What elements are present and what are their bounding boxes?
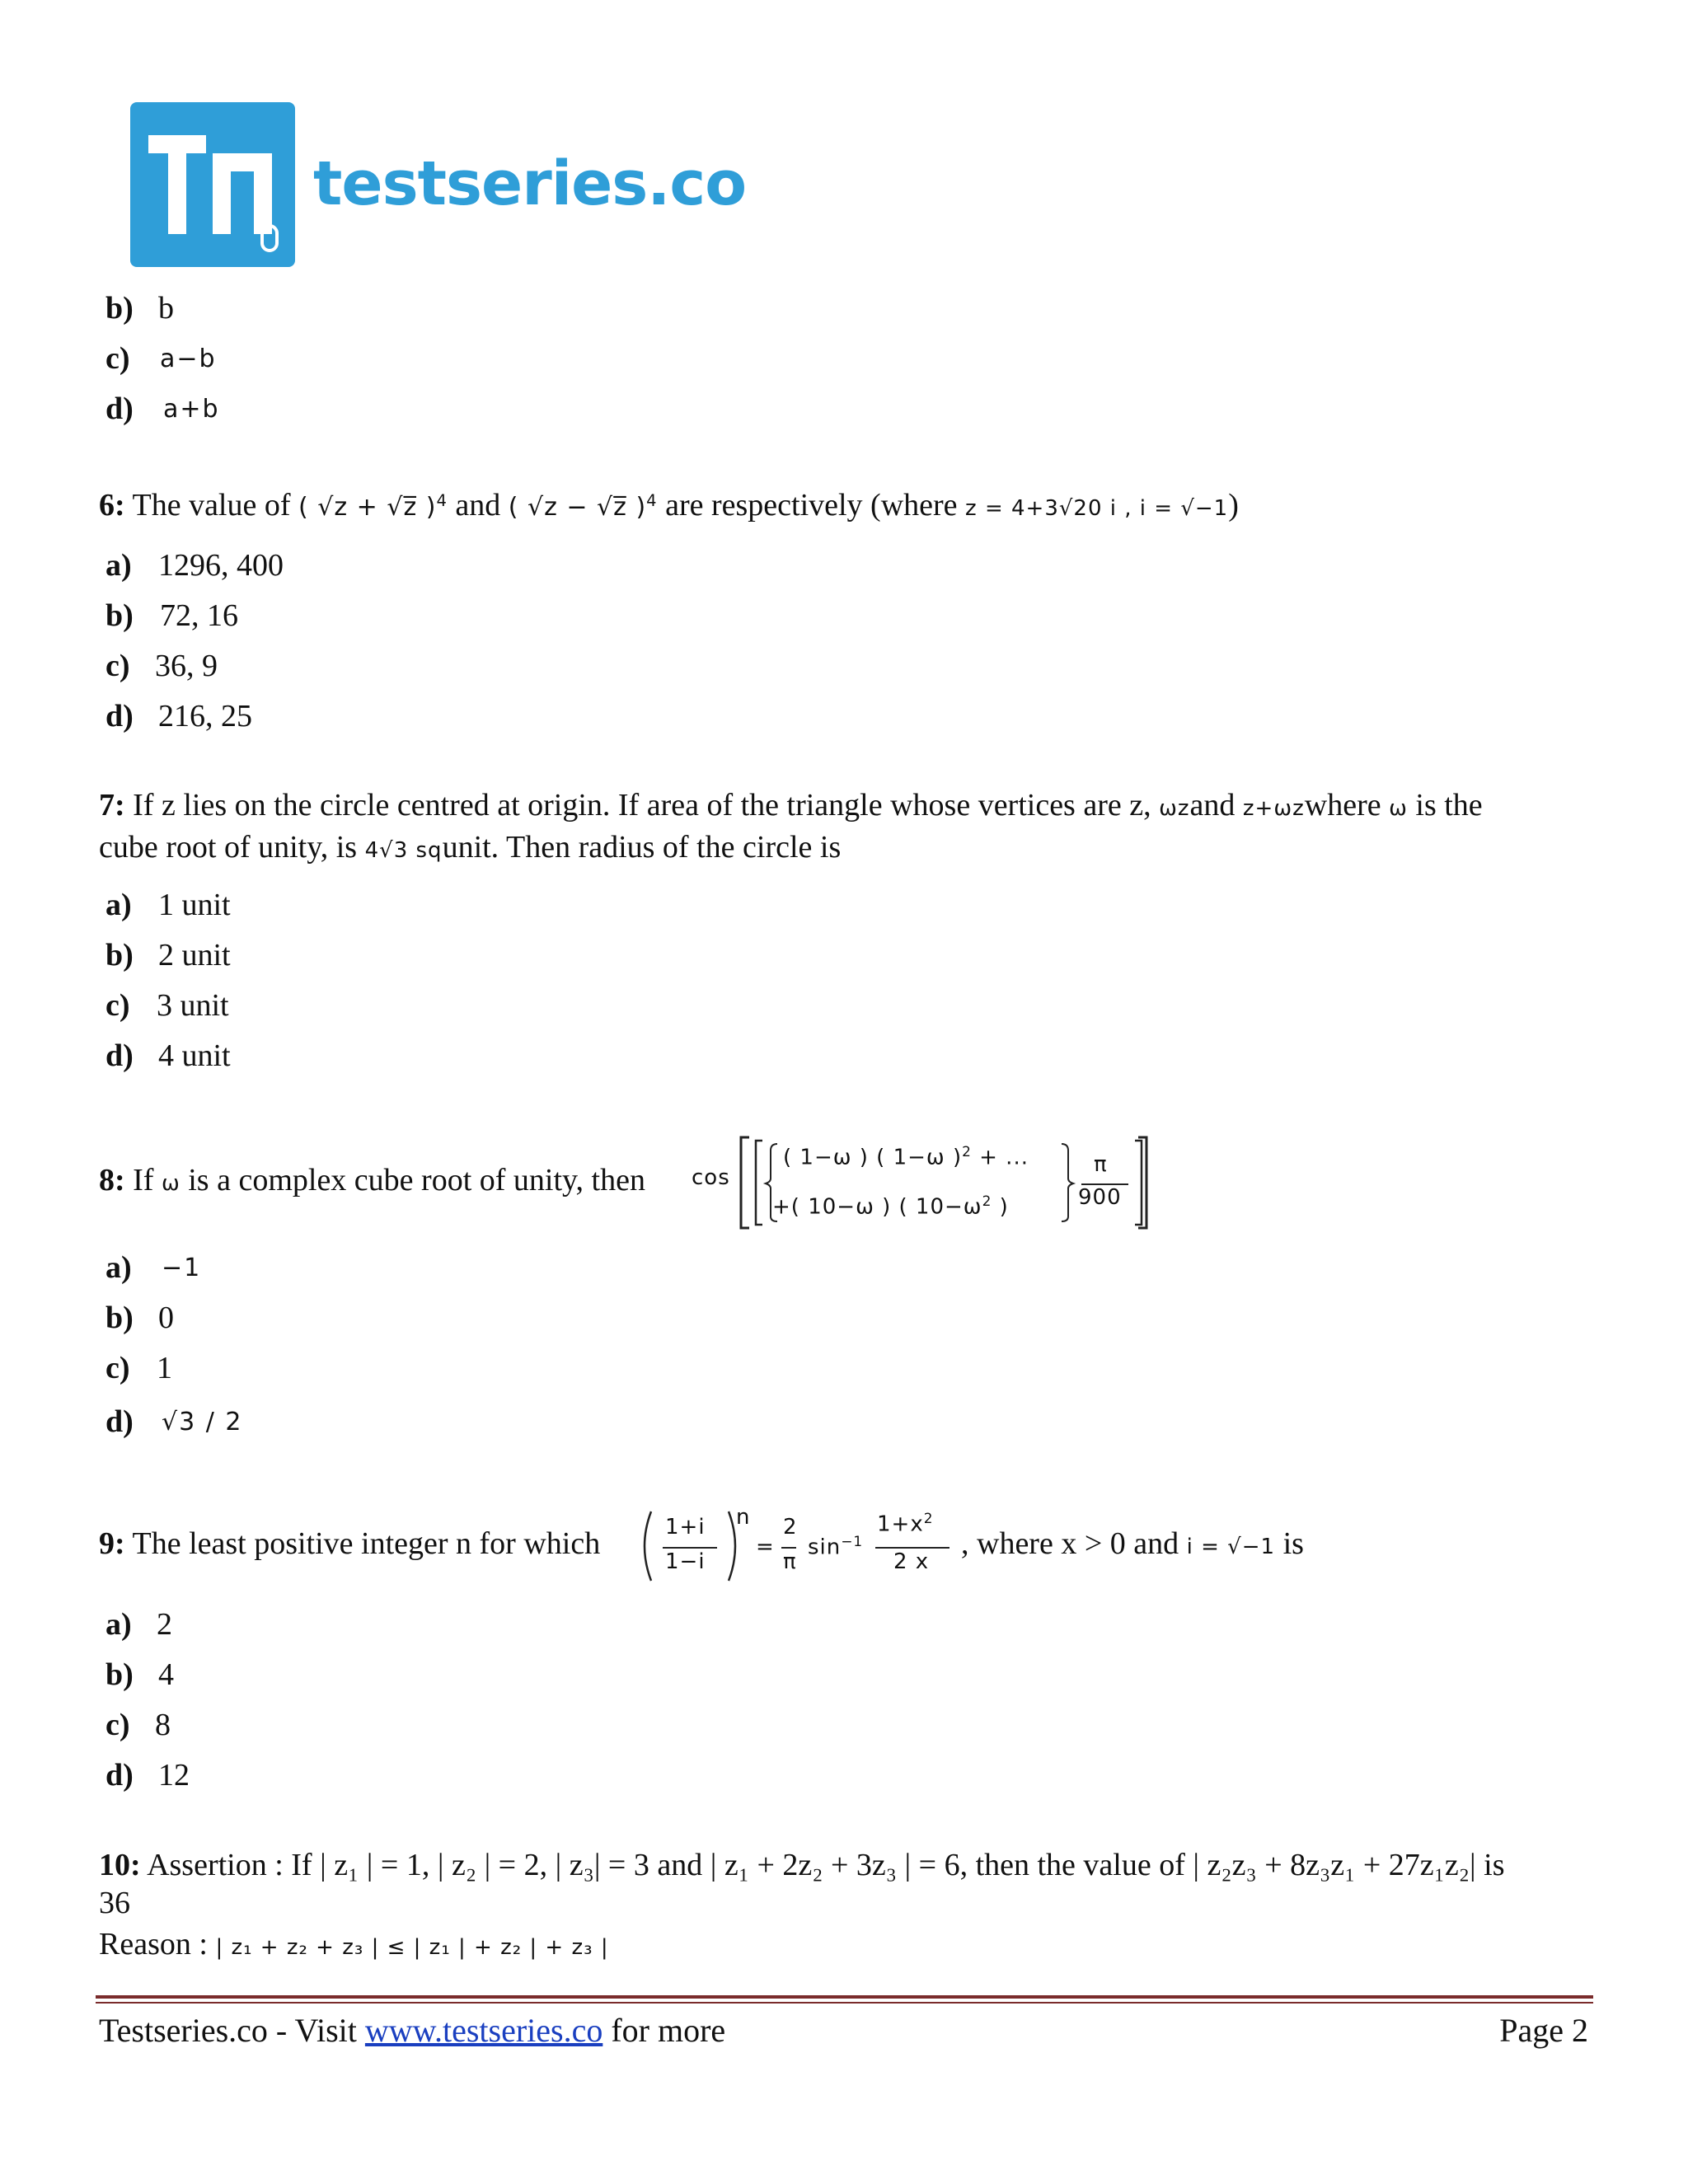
question-text: where xyxy=(1304,788,1381,823)
option-text: 2 unit xyxy=(158,938,231,972)
footer-link[interactable]: www.testseries.co xyxy=(364,2012,603,2049)
question-text: is xyxy=(1282,1526,1304,1561)
math-expression: ( √z + √z̅ )$^4$ xyxy=(298,491,448,522)
option-text: 216, 25 xyxy=(158,699,252,733)
question-10-line1 xyxy=(99,1847,1504,1885)
option-label: b) xyxy=(106,1301,134,1335)
option-label: c) xyxy=(106,649,130,683)
question-text: If z lies on the circle centred at origin. If area of the triangle whose vertices are z, xyxy=(133,788,1151,823)
logo-mark xyxy=(130,102,295,267)
footer-divider xyxy=(96,1995,1593,1999)
option-text: 4 xyxy=(158,1657,174,1692)
page-number: Page 2 xyxy=(1499,2012,1588,2049)
option-label: d) xyxy=(106,1758,134,1793)
option-label: a) xyxy=(106,1607,132,1642)
footer-prefix: Testseries.co - Visit xyxy=(99,2012,357,2049)
option-text: 0 xyxy=(158,1301,174,1335)
footer-suffix: for more xyxy=(611,2012,726,2049)
option-label: a) xyxy=(106,888,132,922)
question-text: and xyxy=(1189,788,1236,823)
reason-label: Reason : xyxy=(99,1927,208,1961)
question-text: are respectively (where xyxy=(665,488,958,523)
fraction-denominator: π xyxy=(783,1549,797,1574)
math-row1: ( 1−ω ) ( 1−ω )$^2$ + ... xyxy=(783,1143,1029,1170)
option-label: a) xyxy=(106,1250,132,1285)
math-expression: ω xyxy=(1389,796,1408,821)
fraction-numerator: 2 xyxy=(783,1515,798,1540)
option-text: 4 unit xyxy=(158,1038,231,1073)
question-text: Assertion : If | z₁ | = 1, | z₂ | = 2, | z₃| = 3 and | z₁ + 2z₂ + 3z₃ | = 6, then the value of | z₂z₃ + 8z₃z₁ + 27z₁z₂| is xyxy=(147,1848,1505,1882)
option-label: b) xyxy=(106,598,134,633)
question-9 xyxy=(99,1526,600,1563)
option-label: b) xyxy=(106,291,134,326)
option-label: d) xyxy=(106,391,134,426)
question-number: 8: xyxy=(99,1163,125,1197)
math-expression: ω xyxy=(161,1171,181,1196)
math-expression: | z₁ + z₂ + z₃ | ≤ | z₁ | + z₂ | + z₃ | xyxy=(215,1935,609,1960)
question-text: cube root of unity, is xyxy=(99,830,358,865)
option-text: 3 unit xyxy=(157,988,229,1023)
question-number: 9: xyxy=(99,1526,125,1561)
option-label: c) xyxy=(106,1351,130,1385)
option-text: 12 xyxy=(158,1758,190,1793)
option-text: 2 xyxy=(157,1607,172,1642)
option-text: 1 unit xyxy=(158,888,231,922)
question-number: 10: xyxy=(99,1848,141,1882)
question-text: , where x > 0 and xyxy=(961,1526,1179,1561)
option-text: √3 / 2 xyxy=(162,1408,243,1436)
option-text: a−b xyxy=(160,344,217,373)
fraction-denominator: 2 x xyxy=(893,1549,930,1574)
math-expression: ( √z − √z̅ )$^4$ xyxy=(508,491,658,522)
question-9-tail xyxy=(961,1526,1304,1563)
question-10-line2: 36 xyxy=(99,1886,130,1920)
math-equals: = xyxy=(756,1535,775,1559)
math-expression: ωz xyxy=(1159,796,1190,821)
math-sin: $\sin^{-1}$ xyxy=(808,1533,864,1560)
footer-divider-thin xyxy=(96,2002,1593,2004)
option-label: b) xyxy=(106,938,134,972)
logo-tn-icon xyxy=(130,102,295,267)
question-text: is the xyxy=(1415,788,1483,823)
fraction-numerator: 1+i xyxy=(665,1515,706,1540)
question-text: unit. Then radius of the circle is xyxy=(442,830,842,865)
question-text: The value of xyxy=(132,488,291,523)
question-text: The least positive integer n for which xyxy=(132,1526,601,1561)
option-text: 72, 16 xyxy=(160,598,238,633)
math-expression: i = √−1 xyxy=(1186,1535,1276,1559)
option-text: 8 xyxy=(155,1708,171,1742)
question-10-reason xyxy=(99,1926,609,1964)
math-cos: cos xyxy=(692,1165,730,1190)
question-6 xyxy=(99,487,1239,525)
question-7-line2 xyxy=(99,829,841,867)
option-text: −1 xyxy=(162,1254,202,1282)
question-text: ) xyxy=(1228,488,1239,523)
option-label: d) xyxy=(106,699,134,733)
question-number: 7: xyxy=(99,788,125,823)
option-label: d) xyxy=(106,1404,134,1439)
option-label: b) xyxy=(106,1657,134,1692)
question-text: If xyxy=(133,1163,154,1197)
option-text: 1296, 400 xyxy=(158,548,284,583)
option-text: 1 xyxy=(157,1351,172,1385)
math-expression: z = 4+3√20 i , i = √−1 xyxy=(965,496,1229,521)
fraction-numerator: $1+x^2$ xyxy=(877,1510,934,1537)
footer-text xyxy=(99,2011,725,2050)
fraction-numerator: π xyxy=(1094,1152,1108,1177)
option-label: c) xyxy=(106,988,130,1023)
option-label: d) xyxy=(106,1038,134,1073)
question-7-line1 xyxy=(99,787,1483,825)
logo-text: testseries.co xyxy=(313,148,747,219)
math-row2: +( 10−ω ) ( $10-\omega^2$ ) xyxy=(772,1193,1009,1220)
question-text: is a complex cube root of unity, then xyxy=(188,1163,645,1197)
option-text: b xyxy=(158,291,174,326)
fraction-denominator: 1−i xyxy=(665,1549,706,1574)
option-label: a) xyxy=(106,548,132,583)
question-8 xyxy=(99,1162,645,1200)
option-label: c) xyxy=(106,1708,130,1742)
question-number: 6: xyxy=(99,488,125,523)
brand-logo[interactable] xyxy=(130,102,747,269)
option-text: a+b xyxy=(163,395,220,424)
math-expression: z+ωz xyxy=(1242,796,1305,821)
math-power: n xyxy=(736,1505,751,1530)
question-text: and xyxy=(455,488,501,523)
math-expression: 4√3 sq xyxy=(364,838,443,863)
option-text: 36, 9 xyxy=(155,649,218,683)
fraction-denominator: 900 xyxy=(1078,1185,1122,1210)
option-label: c) xyxy=(106,341,130,376)
